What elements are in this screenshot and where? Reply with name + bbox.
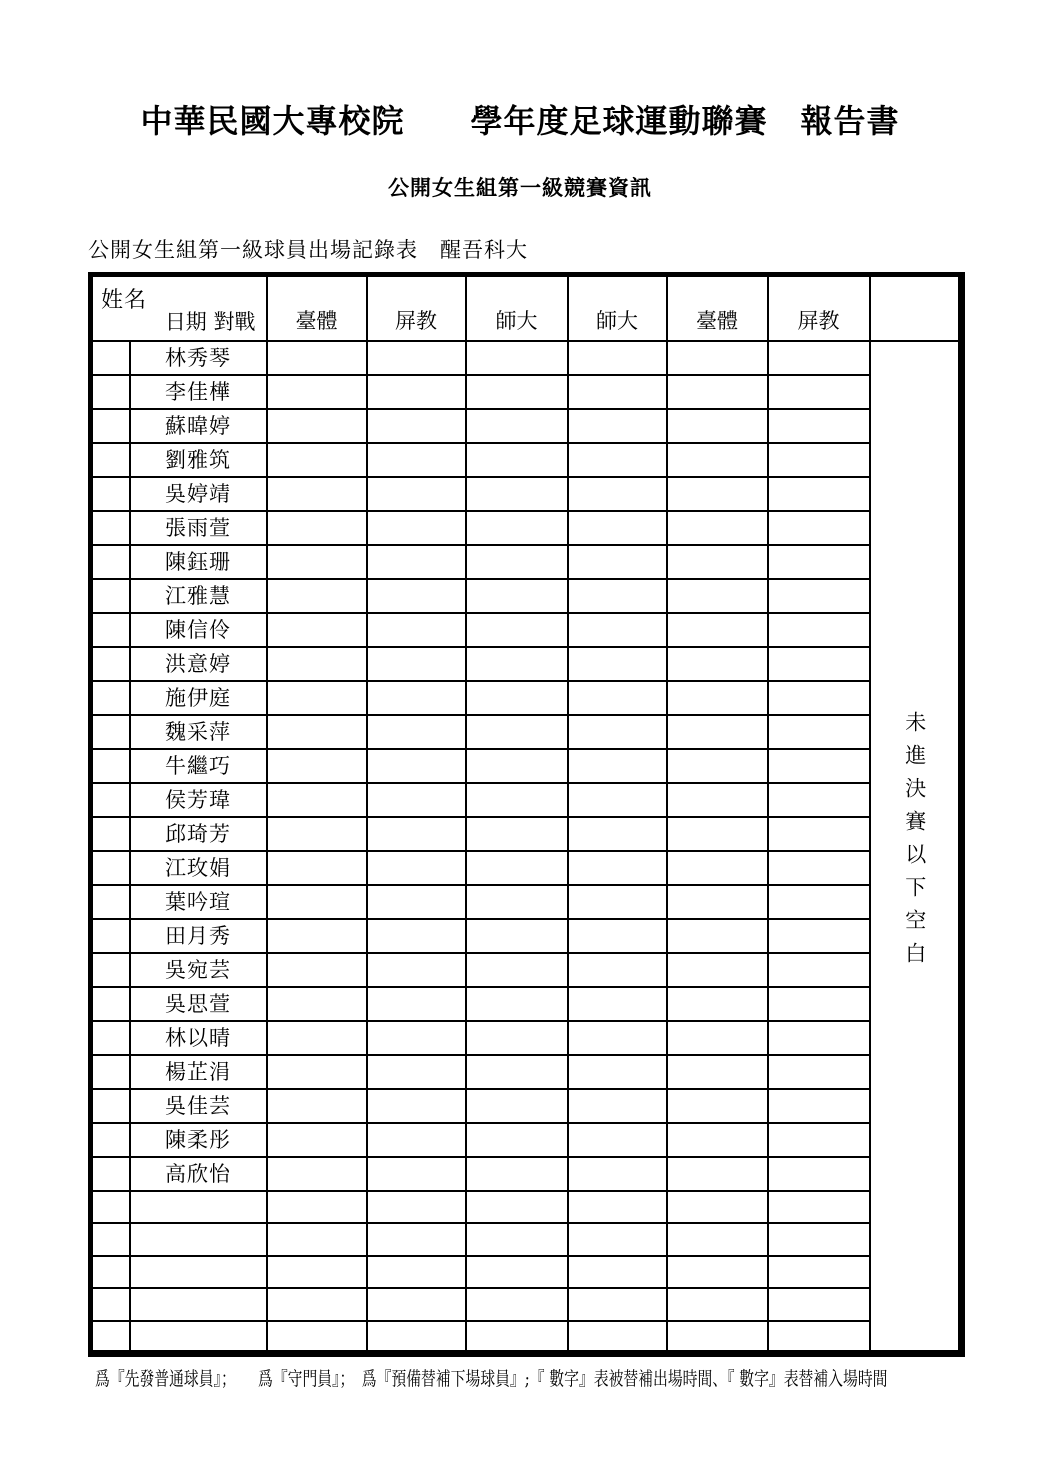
match-cell	[768, 715, 870, 749]
match-cell	[768, 1321, 870, 1354]
table-row	[91, 715, 962, 749]
match-cell	[267, 817, 367, 851]
match-cell	[466, 545, 568, 579]
table-row	[91, 477, 962, 511]
match-cell	[267, 545, 367, 579]
player-name-cell	[130, 1223, 267, 1256]
match-cell	[466, 1223, 568, 1256]
match-cell	[768, 885, 870, 919]
page-subtitle: 公開女生組第一級競賽資訊	[388, 175, 652, 200]
match-cell	[367, 817, 466, 851]
match-cell	[768, 987, 870, 1021]
match-cell	[367, 681, 466, 715]
match-cell	[667, 1055, 768, 1089]
table-row	[91, 1055, 962, 1089]
match-cell	[768, 919, 870, 953]
match-cell	[466, 1157, 568, 1191]
match-cell	[267, 1321, 367, 1354]
match-cell	[466, 375, 568, 409]
match-cell	[367, 1191, 466, 1224]
roster-body	[91, 341, 962, 1354]
match-cell	[667, 987, 768, 1021]
match-cell	[367, 1223, 466, 1256]
player-name-cell: 李佳樺	[130, 375, 267, 409]
player-name-cell: 洪意婷	[130, 647, 267, 681]
match-cell	[267, 511, 367, 545]
match-cell	[768, 681, 870, 715]
match-cell	[267, 341, 367, 375]
match-cell	[667, 1021, 768, 1055]
match-cell	[768, 511, 870, 545]
header-row	[91, 275, 962, 341]
match-cell	[568, 1321, 667, 1354]
table-row	[91, 749, 962, 783]
roster-header	[91, 275, 962, 341]
table-row	[91, 1288, 962, 1321]
match-cell	[466, 681, 568, 715]
table-row	[91, 1256, 962, 1289]
match-cell	[267, 1123, 367, 1157]
table-row	[91, 885, 962, 919]
match-cell	[768, 851, 870, 885]
match-cell	[768, 1191, 870, 1224]
row-index-cell	[91, 341, 130, 375]
match-cell	[267, 1256, 367, 1289]
row-index-cell	[91, 409, 130, 443]
player-name-cell: 侯芳瑋	[130, 783, 267, 817]
match-cell	[568, 375, 667, 409]
match-cell	[768, 783, 870, 817]
match-cell	[568, 749, 667, 783]
match-cell	[367, 1055, 466, 1089]
row-index-cell	[91, 545, 130, 579]
match-cell	[267, 647, 367, 681]
match-cell	[768, 1089, 870, 1123]
match-cell	[568, 851, 667, 885]
match-cell	[466, 1256, 568, 1289]
match-cell	[667, 443, 768, 477]
player-name-cell: 蘇暐婷	[130, 409, 267, 443]
match-cell	[768, 817, 870, 851]
match-cell	[768, 545, 870, 579]
table-row	[91, 1123, 962, 1157]
match-cell	[768, 477, 870, 511]
match-cell	[667, 1089, 768, 1123]
match-cell	[466, 885, 568, 919]
row-index-cell	[91, 1191, 130, 1224]
table-row	[91, 1191, 962, 1224]
match-cell	[267, 443, 367, 477]
match-cell	[466, 1288, 568, 1321]
match-cell	[568, 341, 667, 375]
match-cell	[466, 1089, 568, 1123]
table-row	[91, 987, 962, 1021]
match-cell	[568, 681, 667, 715]
match-cell	[568, 885, 667, 919]
match-cell	[768, 613, 870, 647]
match-cell	[568, 647, 667, 681]
match-cell	[466, 749, 568, 783]
match-cell	[768, 1288, 870, 1321]
corner-header-cell	[91, 275, 267, 341]
match-cell	[367, 409, 466, 443]
player-name-cell: 林秀琴	[130, 341, 267, 375]
player-name-cell: 陳信伶	[130, 613, 267, 647]
match-cell	[768, 375, 870, 409]
match-cell	[267, 987, 367, 1021]
side-note-vertical: 未進決賽以下空白	[902, 711, 927, 976]
page-title: 中華民國大專校院 學年度足球運動聯賽 報告書	[140, 102, 900, 140]
row-index-cell	[91, 817, 130, 851]
row-index-cell	[91, 749, 130, 783]
match-cell	[667, 1256, 768, 1289]
match-cell	[568, 511, 667, 545]
match-cell	[667, 477, 768, 511]
table-row	[91, 375, 962, 409]
match-cell	[466, 953, 568, 987]
table-row	[91, 817, 962, 851]
table-row	[91, 409, 962, 443]
match-cell	[267, 409, 367, 443]
match-cell	[267, 375, 367, 409]
match-cell	[267, 1157, 367, 1191]
match-cell	[667, 1223, 768, 1256]
match-cell	[267, 1021, 367, 1055]
match-cell	[466, 1055, 568, 1089]
match-cell	[568, 715, 667, 749]
match-cell	[667, 817, 768, 851]
column-header-opponent: 師大	[466, 275, 568, 341]
match-cell	[367, 749, 466, 783]
match-cell	[667, 1321, 768, 1354]
match-cell	[267, 783, 367, 817]
match-cell	[568, 1055, 667, 1089]
name-column-label: 姓名	[101, 288, 148, 313]
match-cell	[466, 919, 568, 953]
match-cell	[568, 1191, 667, 1224]
player-name-cell: 邱琦芳	[130, 817, 267, 851]
match-cell	[667, 1157, 768, 1191]
row-index-cell	[91, 443, 130, 477]
match-cell	[466, 851, 568, 885]
match-cell	[367, 443, 466, 477]
match-cell	[367, 851, 466, 885]
player-name-cell: 江玫娟	[130, 851, 267, 885]
match-cell	[768, 341, 870, 375]
match-cell	[466, 443, 568, 477]
column-header-opponent: 屏教	[367, 275, 466, 341]
row-index-cell	[91, 953, 130, 987]
match-cell	[367, 953, 466, 987]
match-cell	[367, 341, 466, 375]
match-cell	[667, 545, 768, 579]
match-cell	[568, 409, 667, 443]
match-cell	[667, 409, 768, 443]
match-cell	[267, 579, 367, 613]
match-cell	[568, 613, 667, 647]
column-header-opponent: 臺體	[267, 275, 367, 341]
match-cell	[367, 783, 466, 817]
match-cell	[667, 919, 768, 953]
row-index-cell	[91, 511, 130, 545]
match-cell	[667, 953, 768, 987]
match-cell	[466, 783, 568, 817]
match-cell	[466, 715, 568, 749]
player-name-cell: 吳宛芸	[130, 953, 267, 987]
match-cell	[466, 511, 568, 545]
match-cell	[768, 647, 870, 681]
column-header-opponent: 屏教	[768, 275, 870, 341]
player-name-cell: 陳鈺珊	[130, 545, 267, 579]
match-cell	[466, 409, 568, 443]
match-cell	[367, 1021, 466, 1055]
match-cell	[568, 1223, 667, 1256]
match-cell	[667, 885, 768, 919]
match-cell	[267, 681, 367, 715]
table-row	[91, 613, 962, 647]
match-cell	[667, 1123, 768, 1157]
match-cell	[568, 953, 667, 987]
player-name-cell: 林以晴	[130, 1021, 267, 1055]
table-caption: 公開女生組第一級球員出場記錄表 醒吾科大	[88, 238, 528, 262]
table-row	[91, 443, 962, 477]
row-index-cell	[91, 1157, 130, 1191]
match-cell	[267, 1089, 367, 1123]
match-cell	[367, 1157, 466, 1191]
match-cell	[667, 851, 768, 885]
column-header-opponent: 臺體	[667, 275, 768, 341]
player-name-cell: 張雨萱	[130, 511, 267, 545]
row-index-cell	[91, 851, 130, 885]
table-row	[91, 341, 962, 375]
match-cell	[367, 375, 466, 409]
match-cell	[667, 1191, 768, 1224]
match-cell	[367, 511, 466, 545]
row-index-cell	[91, 1123, 130, 1157]
match-cell	[367, 613, 466, 647]
match-cell	[667, 1288, 768, 1321]
header-empty-cell	[870, 275, 962, 341]
player-name-cell	[130, 1256, 267, 1289]
player-name-cell	[130, 1191, 267, 1224]
match-cell	[768, 443, 870, 477]
column-header-opponent: 師大	[568, 275, 667, 341]
player-name-cell: 葉吟瑄	[130, 885, 267, 919]
match-cell	[267, 715, 367, 749]
side-note-cell	[870, 341, 962, 1354]
match-cell	[466, 1021, 568, 1055]
row-index-cell	[91, 1089, 130, 1123]
player-name-cell: 施伊庭	[130, 681, 267, 715]
table-row	[91, 1089, 962, 1123]
match-cell	[367, 1089, 466, 1123]
match-cell	[568, 1021, 667, 1055]
match-cell	[667, 715, 768, 749]
match-cell	[267, 749, 367, 783]
player-name-cell: 吳婷靖	[130, 477, 267, 511]
row-index-cell	[91, 885, 130, 919]
row-index-cell	[91, 783, 130, 817]
player-name-cell: 劉雅筑	[130, 443, 267, 477]
date-opponent-label: 日期 對戰	[164, 309, 256, 334]
match-cell	[267, 953, 367, 987]
match-cell	[267, 477, 367, 511]
table-row	[91, 783, 962, 817]
match-cell	[667, 511, 768, 545]
table-row	[91, 1021, 962, 1055]
match-cell	[768, 1223, 870, 1256]
player-name-cell: 牛繼巧	[130, 749, 267, 783]
row-index-cell	[91, 375, 130, 409]
player-name-cell: 江雅慧	[130, 579, 267, 613]
match-cell	[768, 1021, 870, 1055]
match-cell	[367, 1288, 466, 1321]
row-index-cell	[91, 1055, 130, 1089]
match-cell	[267, 1055, 367, 1089]
table-row	[91, 1157, 962, 1191]
footer-legend: 爲『先發普通球員』； 爲『守門員』； 爲『預備替補下場球員』;『 數字』表被替補出場時間、『 數字』表替補入場時間	[95, 1367, 888, 1390]
player-name-cell: 楊芷涓	[130, 1055, 267, 1089]
match-cell	[667, 341, 768, 375]
row-index-cell	[91, 987, 130, 1021]
match-cell	[267, 885, 367, 919]
match-cell	[568, 987, 667, 1021]
match-cell	[466, 1191, 568, 1224]
match-cell	[667, 375, 768, 409]
match-cell	[667, 613, 768, 647]
match-cell	[568, 1288, 667, 1321]
player-name-cell: 吳佳芸	[130, 1089, 267, 1123]
player-name-cell	[130, 1321, 267, 1354]
row-index-cell	[91, 1288, 130, 1321]
row-index-cell	[91, 1021, 130, 1055]
match-cell	[367, 987, 466, 1021]
table-row	[91, 919, 962, 953]
match-cell	[466, 477, 568, 511]
match-cell	[367, 885, 466, 919]
match-cell	[768, 953, 870, 987]
match-cell	[367, 1123, 466, 1157]
match-cell	[367, 579, 466, 613]
match-cell	[568, 477, 667, 511]
table-row	[91, 511, 962, 545]
match-cell	[568, 545, 667, 579]
match-cell	[367, 1256, 466, 1289]
match-cell	[768, 749, 870, 783]
row-index-cell	[91, 613, 130, 647]
table-row	[91, 545, 962, 579]
row-index-cell	[91, 715, 130, 749]
match-cell	[568, 817, 667, 851]
match-cell	[568, 1256, 667, 1289]
match-cell	[367, 545, 466, 579]
match-cell	[568, 579, 667, 613]
player-name-cell: 吳思萱	[130, 987, 267, 1021]
match-cell	[667, 749, 768, 783]
match-cell	[367, 919, 466, 953]
match-cell	[267, 919, 367, 953]
match-cell	[768, 409, 870, 443]
player-name-cell: 魏采萍	[130, 715, 267, 749]
table-row	[91, 953, 962, 987]
match-cell	[568, 1089, 667, 1123]
player-name-cell	[130, 1288, 267, 1321]
match-cell	[768, 1123, 870, 1157]
player-name-cell: 高欣怡	[130, 1157, 267, 1191]
match-cell	[267, 1191, 367, 1224]
row-index-cell	[91, 647, 130, 681]
match-cell	[466, 341, 568, 375]
table-row	[91, 681, 962, 715]
match-cell	[466, 1123, 568, 1157]
match-cell	[466, 647, 568, 681]
table-row	[91, 579, 962, 613]
player-name-cell: 陳柔彤	[130, 1123, 267, 1157]
table-row	[91, 1223, 962, 1256]
match-cell	[568, 1157, 667, 1191]
match-cell	[267, 1223, 367, 1256]
match-cell	[568, 443, 667, 477]
match-cell	[466, 987, 568, 1021]
match-cell	[466, 1321, 568, 1354]
match-cell	[768, 1055, 870, 1089]
match-cell	[568, 1123, 667, 1157]
row-index-cell	[91, 919, 130, 953]
match-cell	[768, 1157, 870, 1191]
match-cell	[267, 613, 367, 647]
match-cell	[466, 817, 568, 851]
match-cell	[568, 919, 667, 953]
match-cell	[466, 579, 568, 613]
row-index-cell	[91, 1321, 130, 1354]
match-cell	[768, 579, 870, 613]
row-index-cell	[91, 477, 130, 511]
table-row	[91, 1321, 962, 1354]
row-index-cell	[91, 1256, 130, 1289]
player-name-cell: 田月秀	[130, 919, 267, 953]
match-cell	[568, 783, 667, 817]
match-cell	[768, 1256, 870, 1289]
table-row	[91, 851, 962, 885]
row-index-cell	[91, 1223, 130, 1256]
row-index-cell	[91, 681, 130, 715]
match-cell	[367, 1321, 466, 1354]
match-cell	[367, 715, 466, 749]
roster-table	[88, 272, 965, 1357]
match-cell	[667, 783, 768, 817]
row-index-cell	[91, 579, 130, 613]
match-cell	[667, 647, 768, 681]
match-cell	[667, 579, 768, 613]
match-cell	[667, 681, 768, 715]
match-cell	[267, 851, 367, 885]
table-row	[91, 647, 962, 681]
match-cell	[267, 1288, 367, 1321]
match-cell	[367, 477, 466, 511]
match-cell	[466, 613, 568, 647]
match-cell	[367, 647, 466, 681]
